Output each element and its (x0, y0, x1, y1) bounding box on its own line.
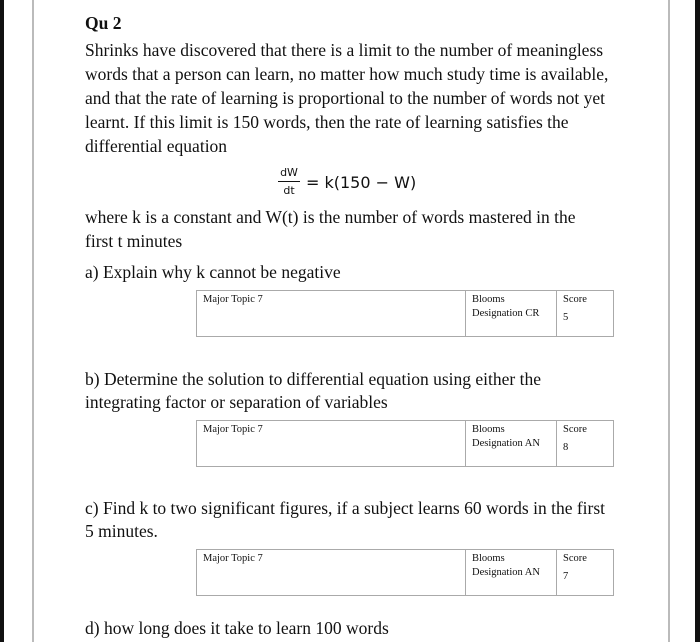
part-b-text: b) Determine the solution to differential equation using either the (85, 369, 542, 389)
part-b-text: integrating factor or separation of variables (85, 392, 388, 412)
topic-cell: Major Topic 7 (197, 550, 466, 596)
part-a-text: a) Explain why k cannot be negative (85, 262, 341, 282)
equation-rhs: = k(150 − W) (306, 173, 417, 192)
intro-line: words that a person can learn, no matter how much study time is available, (85, 64, 609, 84)
blooms-cell: Blooms Designation AN (466, 550, 557, 596)
part-c-text: c) Find k to two significant figures, if a subject learns 60 words in the first (85, 498, 606, 518)
page-border-left (32, 0, 34, 642)
score-cell: Score 7 (557, 550, 614, 596)
intro-line: Shrinks have discovered that there is a limit to the number of meaningless (85, 40, 604, 60)
denominator: dt (283, 184, 295, 197)
after-line: where k is a constant and W(t) is the number of words mastered in the (85, 207, 576, 227)
page-border-right (668, 0, 670, 642)
part-b-score-table (196, 420, 614, 467)
topic-cell: Major Topic 7 (197, 291, 466, 337)
part-c-score-table (196, 549, 614, 596)
part-a-score-table (196, 290, 614, 337)
right-edge (695, 0, 700, 642)
numerator: dW (280, 166, 298, 179)
intro-line: differential equation (85, 136, 228, 156)
score-cell: Score 5 (557, 291, 614, 337)
after-line: first t minutes (85, 231, 183, 251)
intro-line: learnt. If this limit is 150 words, then the rate of learning satisfies the (85, 112, 569, 132)
score-cell: Score 8 (557, 421, 614, 467)
equation-fraction (278, 166, 300, 197)
left-edge (0, 0, 4, 642)
question-title: Qu 2 (85, 13, 122, 33)
blooms-cell: Blooms Designation AN (466, 421, 557, 467)
part-d-text: d) how long does it take to learn 100 words (85, 618, 389, 638)
part-c-text: 5 minutes. (85, 521, 158, 541)
blooms-cell: Blooms Designation CR (466, 291, 557, 337)
topic-cell: Major Topic 7 (197, 421, 466, 467)
intro-line: and that the rate of learning is proportional to the number of words not yet (85, 88, 606, 108)
